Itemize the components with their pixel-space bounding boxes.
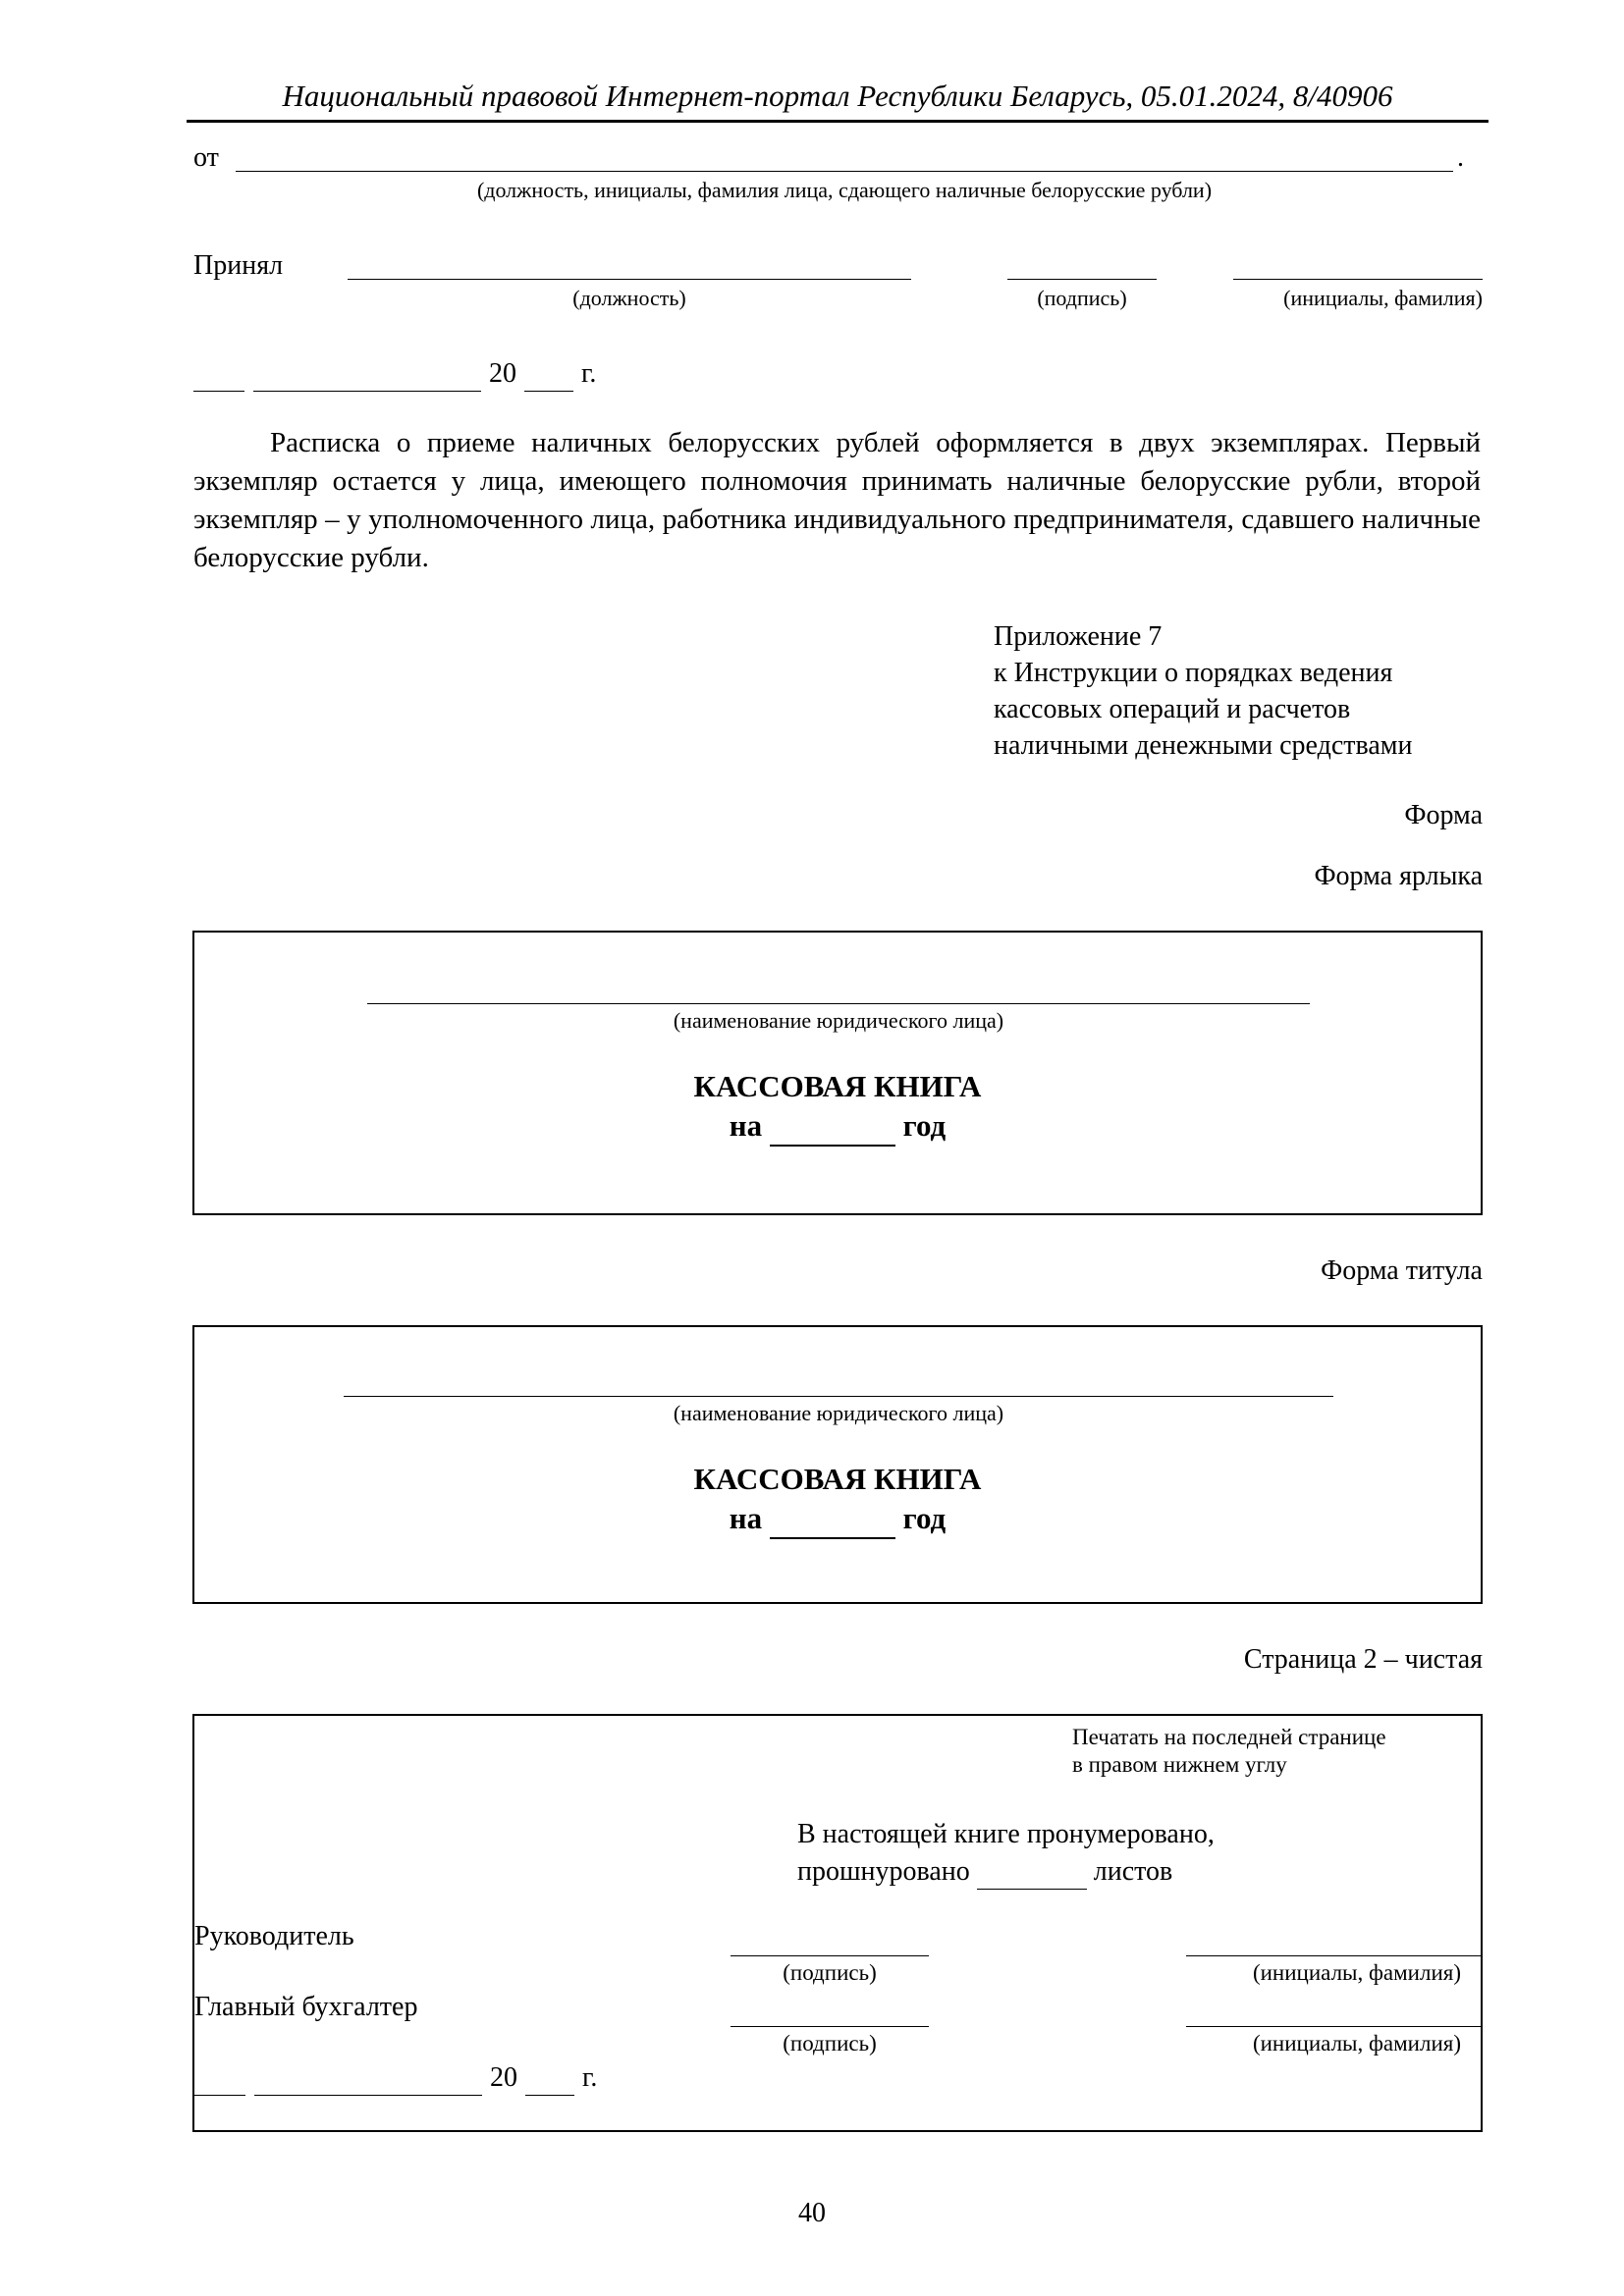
label-year-prefix: на [729,1108,763,1143]
bottom-date-month-line[interactable] [254,2095,482,2096]
date-year-suffix: г. [581,358,597,389]
head-signature-caption: (подпись) [783,1960,877,1985]
title-year-prefix: на [729,1501,763,1535]
title-year-row [194,1500,1481,1539]
title-year-field[interactable] [770,1500,895,1539]
caption-position: (должность) [572,286,686,310]
caption-signature: (подпись) [1037,286,1127,310]
accepted-signature-line[interactable] [1007,279,1157,280]
statement-line-1: В настоящей книге пронумеровано, [797,1819,1215,1849]
from-trailing-dot: . [1457,142,1464,173]
title-entity-caption: (наименование юридического лица) [673,1401,1004,1425]
date-day-line[interactable] [193,391,244,392]
label-title: КАССОВАЯ КНИГА [693,1069,982,1103]
label-form-box [192,931,1483,1215]
title-entity-line[interactable] [344,1396,1333,1397]
date-year-prefix: 20 [489,358,516,389]
title-year-suffix: год [902,1501,947,1535]
head-label: Руководитель [194,1921,354,1951]
title-form-box [192,1325,1483,1604]
from-field-line[interactable] [236,171,1453,172]
appendix-line-4: наличными денежными средствами [994,730,1413,761]
label-entity-caption: (наименование юридического лица) [673,1008,1004,1033]
statement-suffix: листов [1093,1856,1173,1887]
title-title: КАССОВАЯ КНИГА [693,1462,982,1496]
statement-prefix: прошнуровано [797,1856,970,1887]
appendix-line-3: кассовых операций и расчетов [994,694,1351,724]
print-note-line-2: в правом нижнем углу [1072,1752,1287,1777]
accepted-position-line[interactable] [348,279,911,280]
label-year-field[interactable] [770,1107,895,1147]
bottom-date-year-prefix: 20 [490,2062,517,2093]
accountant-label: Главный бухгалтер [194,1992,418,2022]
bottom-date-year-suffix: г. [582,2062,598,2093]
bottom-date-year-line[interactable] [525,2095,574,2096]
document-header: Национальный правовой Интернет-портал Республики Беларусь, 05.01.2024, 8/40906 [187,77,1489,123]
receipt-paragraph [193,424,1481,577]
date-year-line[interactable] [524,391,573,392]
page2-note: Страница 2 – чистая [1243,1644,1483,1675]
last-page-box [192,1714,1483,2132]
label-year-suffix: год [902,1108,947,1143]
from-label: от [193,142,219,173]
accountant-name-caption: (инициалы, фамилия) [1252,2031,1461,2056]
label-entity-line[interactable] [367,1003,1310,1004]
accepted-label: Принял [193,250,284,281]
accountant-signature-line[interactable] [731,2026,929,2027]
statement-line-2 [797,1855,1386,1890]
head-name-line[interactable] [1186,1955,1483,1956]
accountant-signature-caption: (подпись) [783,2031,877,2056]
appendix-line-2: к Инструкции о порядках ведения [994,658,1393,688]
form-label: Форма [1404,800,1483,830]
receipt-paragraph-text: Расписка о приеме наличных белорусских рублей оформляется в двух экземплярах. Первый экземпляр остается у лица, имеющего полномочия принимать наличные белорусские рубли, второй экземпляр – у уполномоченного лица, работника индивидуального предпринимателя, сдавшего наличные белорусские рубли. [193,427,1481,573]
print-note-line-1: Печатать на последней странице [1072,1725,1386,1749]
accepted-name-line[interactable] [1233,279,1483,280]
appendix-line-1: Приложение 7 [994,621,1163,652]
bottom-date-day-line[interactable] [194,2095,245,2096]
title-form-heading: Форма титула [1321,1255,1483,1286]
from-caption: (должность, инициалы, фамилия лица, сдающего наличные белорусские рубли) [476,178,1213,202]
caption-name: (инициалы, фамилия) [1283,286,1483,310]
head-signature-line[interactable] [731,1955,929,1956]
date-month-line[interactable] [253,391,481,392]
page-number: 40 [798,2198,826,2228]
appendix-block [994,618,1485,764]
sheets-count-field[interactable] [977,1855,1087,1890]
label-year-row [194,1107,1481,1147]
accountant-name-line[interactable] [1186,2026,1483,2027]
head-name-caption: (инициалы, фамилия) [1252,1960,1461,1985]
label-form-heading: Форма ярлыка [1314,861,1483,891]
